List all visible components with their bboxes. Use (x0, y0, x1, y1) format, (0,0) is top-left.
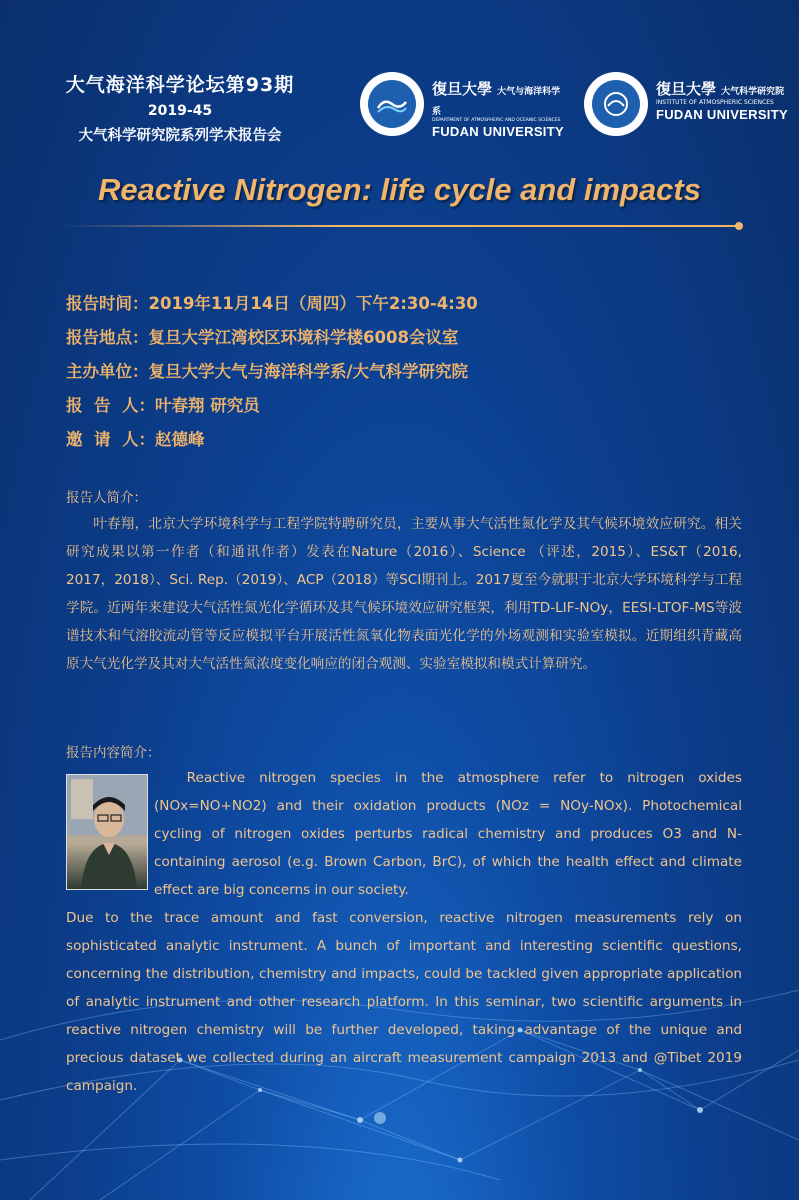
abstract-text-part2: Due to the trace amount and fast conversion, reactive nitrogen measurements rely on sophisticated analytic instrument. A bunch of important and interesting scientific questions, concerning the distribution, chemistry and impacts, could be tackled given appropriate application of analytic instrument and other research platform. In this seminar, two scientific arguments in reactive nitrogen chemistry will be further developed, taking advantage of the unique and precious dataset we collected during an aircraft measurement campaign 2013 and @Tibet 2019 campaign. (66, 910, 742, 1094)
dept-seal-icon (360, 72, 424, 136)
institute-name-cn: 大气科学研究院 (721, 87, 785, 97)
institute-seal-icon (584, 72, 648, 136)
forum-title: 大气海洋科学论坛第93期 (65, 74, 295, 96)
event-inviter: 邀 请 人：赵德峰 (66, 430, 205, 449)
event-speaker: 报 告 人：叶春翔 研究员 (66, 396, 260, 415)
institute-university-en: FUDAN UNIVERSITY (656, 107, 788, 122)
title-divider (60, 225, 740, 227)
dept-logo-text (432, 78, 567, 139)
event-host: 主办单位：复旦大学大气与海洋科学系/大气科学研究院 (66, 362, 469, 381)
institute-university-cn: 復旦大學 (656, 80, 717, 98)
bio-heading: 报告人简介： (66, 490, 147, 506)
event-time: 报告时间：2019年11月14日（周四）下午2:30-4:30 (66, 294, 478, 313)
event-info (66, 290, 478, 460)
header-block (30, 70, 330, 145)
bio-text: 叶春翔，北京大学环境科学与工程学院特聘研究员，主要从事大气活性氮化学及其气候环境效应研究。相关研究成果以第一作者（和通讯作者）发表在Nature（2016）、Science （评述，2015）、ES&T（2016, 2017，2018）、Sci. Rep.（2019）、ACP（2018）等SCI期刊上。2017夏至今就职于北京大学环境科学与工程学院。近两年来建设大气活性氮光化学循环及其气候环境效应研究框架，利用TD-LIF-NOy，EESI-LTOF-MS等波谱技术和气溶胶流动管等反应模拟平台开展活性氮氧化物表面光化学的外场观测和实验室模拟。近期组织青藏高原大气光化学及其对大气活性氮浓度变化响应的闭合观测、实验室模拟和模式计算研究。 (66, 516, 742, 672)
dept-university-en: FUDAN UNIVERSITY (432, 124, 564, 139)
issue-number: 2019-45 (147, 103, 213, 119)
title-divider-dot (735, 222, 743, 230)
abstract-text-part1: Reactive nitrogen species in the atmosphere refer to nitrogen oxides (NOx=NO+NO2) and their oxidation products (NOz = NOy-NOx). Photochemical cycling of nitrogen oxides perturbs radical chemistry and produces O3 and N-containing aerosol (e.g. Brown Carbon, BrC), of which the health effect and climate effect are big concerns in our society. (154, 770, 742, 898)
speaker-photo (66, 774, 148, 890)
talk-title: Reactive Nitrogen: life cycle and impacts (98, 172, 701, 207)
dept-name-en: DEPARTMENT OF ATMOSPHERIC AND OCEANIC SCIENCES (432, 118, 561, 123)
institute-name-en: INSTITUTE OF ATMOSPHERIC SCIENCES (656, 99, 774, 106)
abstract-heading: 报告内容简介： (66, 745, 161, 761)
dept-university-cn: 復旦大學 (432, 80, 493, 98)
institute-logo-text (656, 78, 791, 122)
dept-name-cn: 大气与海洋科学系 (432, 87, 561, 117)
series-title: 大气科学研究院系列学术报告会 (78, 128, 282, 144)
event-place: 报告地点：复旦大学江湾校区环境科学楼6008会议室 (66, 328, 459, 347)
